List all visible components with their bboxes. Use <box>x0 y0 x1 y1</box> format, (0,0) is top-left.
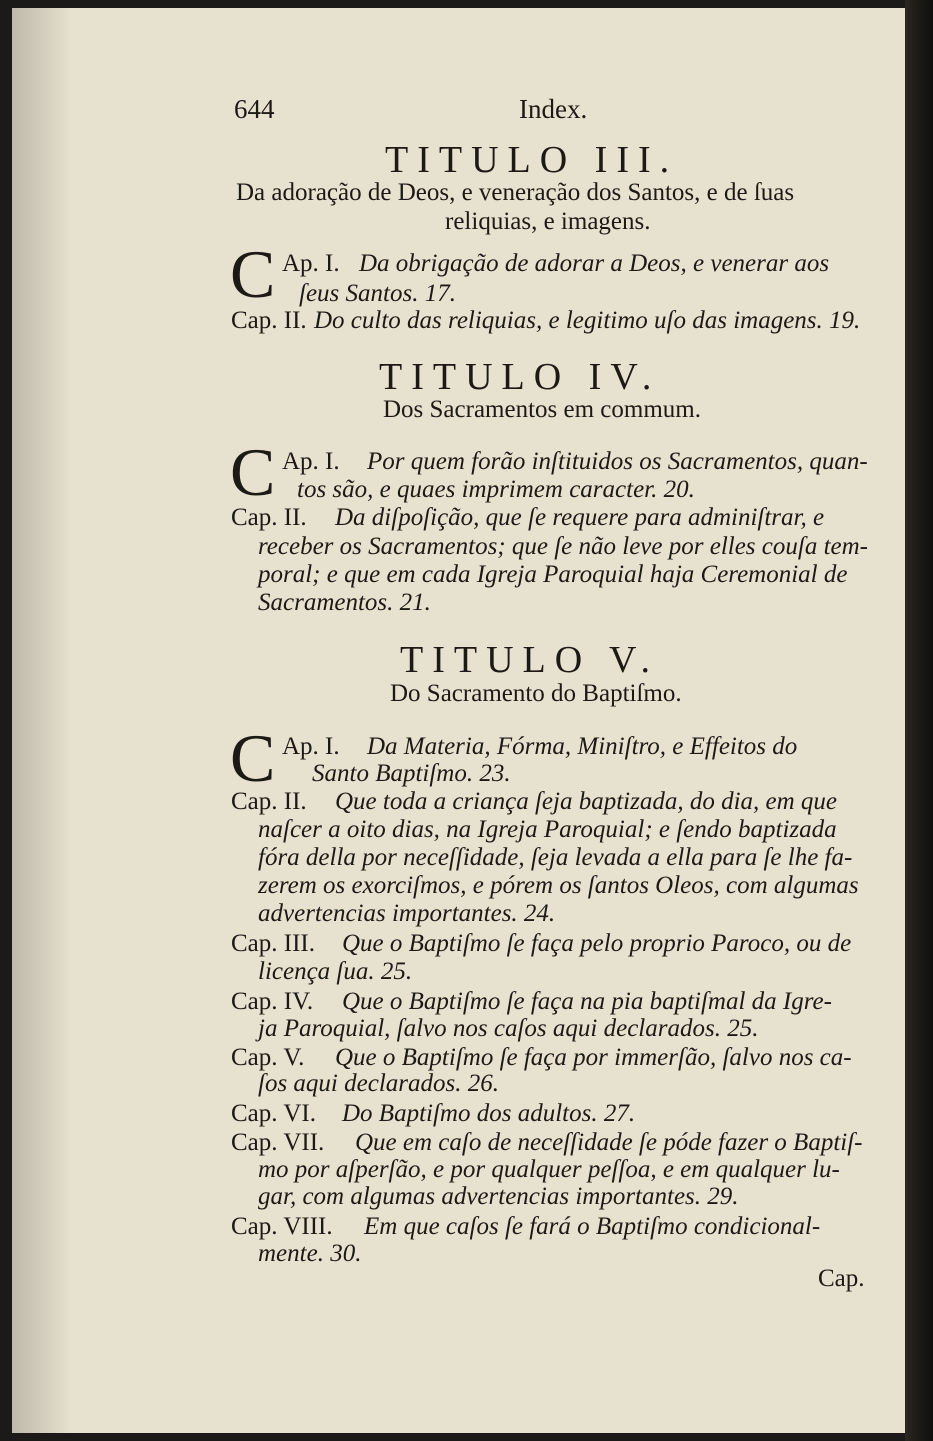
entry-text-line: licença ſua. 25. <box>258 958 413 985</box>
section-title: TITULO IV. <box>379 356 661 398</box>
entry-text-line: Da obrigação de adorar a Deos, e venerar aos <box>359 250 830 277</box>
page-gutter-shadow <box>12 8 72 1433</box>
entry-text-line: mente. 30. <box>258 1240 362 1267</box>
entry-text-line: Do Baptiſmo dos adultos. 27. <box>342 1100 636 1127</box>
catchword: Cap. <box>818 1265 865 1292</box>
entry-label: Cap. III. <box>231 930 315 957</box>
entry-label: Cap. VIII. <box>231 1213 333 1240</box>
section-subtitle-line: reliquias, e imagens. <box>445 208 651 235</box>
entry-text-line: ſos aqui declarados. 26. <box>258 1070 499 1097</box>
entry-text-line: Em que caſos ſe fará o Baptiſmo condicional- <box>364 1213 821 1240</box>
entry-text-line: Da diſpoſição, que ſe requere para adminiſtrar, e <box>335 504 825 531</box>
entry-text-line: ſeus Santos. 17. <box>299 280 456 307</box>
section-subtitle-line: Dos Sacramentos em commum. <box>383 396 701 423</box>
book-page <box>12 8 908 1433</box>
entry-text-line: Do culto das reliquias, e legitimo uſo das imagens. 19. <box>314 307 861 334</box>
drop-initial: C <box>230 434 276 510</box>
entry-text-line: fóra della por neceſſidade, ſeja levada a ella para ſe lhe fa- <box>258 844 853 871</box>
entry-text-line: Sacramentos. 21. <box>258 589 431 616</box>
entry-label: Ap. I. <box>282 250 340 277</box>
entry-text-line: Santo Baptiſmo. 23. <box>312 760 511 787</box>
entry-text-line: Que o Baptiſmo ſe faça por immerſão, ſalvo nos ca- <box>335 1044 852 1071</box>
entry-text-line: gar, com algumas advertencias importantes. 29. <box>258 1183 739 1210</box>
entry-label: Cap. VI. <box>231 1100 316 1127</box>
running-title: Index. <box>519 94 588 124</box>
drop-initial: C <box>230 720 276 796</box>
entry-text-line: Por quem forão inſtituidos os Sacramentos, quan- <box>367 448 868 475</box>
entry-label: Ap. I. <box>282 733 340 760</box>
section-title: TITULO III. <box>385 139 679 181</box>
entry-label: Ap. I. <box>282 448 340 475</box>
entry-text-line: Que o Baptiſmo ſe faça na pia baptiſmal da Igre- <box>342 988 832 1015</box>
section-title: TITULO V. <box>400 639 660 681</box>
entry-text-line: advertencias importantes. 24. <box>258 900 556 927</box>
entry-text-line: tos são, e quaes imprimem caracter. 20. <box>297 476 695 503</box>
entry-label: Cap. II. <box>231 788 307 815</box>
entry-text-line: zerem os exorciſmos, e pórem os ſantos Oleos, com algumas <box>258 872 859 899</box>
entry-text-line: Que em caſo de neceſſidade ſe póde fazer o Baptiſ- <box>355 1129 863 1156</box>
entry-label: Cap. VII. <box>231 1129 325 1156</box>
entry-text-line: Que o Baptiſmo ſe faça pelo proprio Paroco, ou de <box>342 930 852 957</box>
entry-label: Cap. V. <box>231 1044 305 1071</box>
entry-label: Cap. IV. <box>231 988 314 1015</box>
entry-text-line: poral; e que em cada Igreja Paroquial haja Ceremonial de <box>258 561 848 588</box>
entry-text-line: ja Paroquial, ſalvo nos caſos aqui declarados. 25. <box>258 1015 759 1042</box>
entry-label: Cap. II. <box>231 504 307 531</box>
entry-text-line: receber os Sacramentos; que ſe não leve por elles couſa tem- <box>258 533 868 560</box>
entry-text-line: Que toda a criança ſeja baptizada, do dia, em que <box>335 788 838 815</box>
entry-text-line: Da Materia, Fórma, Miniſtro, e Effeitos do <box>367 733 798 760</box>
entry-text-line: mo por aſperſão, e por qualquer peſſoa, e em qualquer lu- <box>258 1156 840 1183</box>
entry-label: Cap. II. <box>231 307 307 334</box>
section-subtitle-line: Do Sacramento do Baptiſmo. <box>390 680 682 707</box>
section-subtitle-line: Da adoração de Deos, e veneração dos Santos, e de ſuas <box>236 179 795 206</box>
drop-initial: C <box>230 236 276 312</box>
book-edge <box>905 0 933 1441</box>
page-number: 644 <box>234 94 275 124</box>
entry-text-line: naſcer a oito dias, na Igreja Paroquial; e ſendo baptizada <box>258 816 837 843</box>
